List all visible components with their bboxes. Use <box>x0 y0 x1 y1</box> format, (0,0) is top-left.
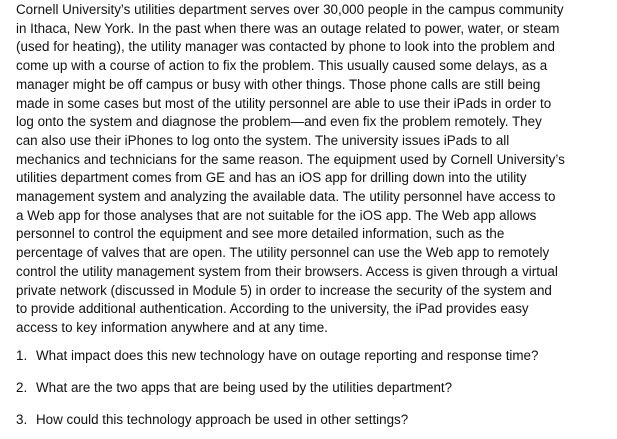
passage-line: to provide additional authentication. According to the university, the iPad provides easy <box>16 301 529 317</box>
passage-line: log onto the system and diagnose the problem—and even fix the problem remotely. They <box>16 114 542 130</box>
question-text: How could this technology approach be used in other settings? <box>36 412 409 427</box>
question-item <box>16 411 408 430</box>
question-number: 2. <box>16 380 28 395</box>
question-number: 3. <box>16 412 28 427</box>
passage-line: access to key information anywhere and at any time. <box>16 319 328 335</box>
passage-line: control the utility management system from their browsers. Access is given through a virtual <box>16 263 558 279</box>
passage-line: made in some cases but most of the utility personnel are able to use their iPads in order to <box>16 95 552 111</box>
passage-line: can also use their iPhones to log onto the system. The university issues iPads to all <box>16 132 510 148</box>
question-text: What impact does this new technology have on outage reporting and response time? <box>36 348 539 363</box>
question-item <box>16 379 452 398</box>
question-item <box>16 347 538 366</box>
passage-line: personnel to control the equipment and see more detailed information, such as the <box>16 226 505 242</box>
passage-line: in Ithaca, New York. In the past when there was an outage related to power, water, or steam <box>16 20 560 36</box>
passage-line: (used for heating), the utility manager was contacted by phone to look into the problem and <box>16 39 555 55</box>
passage-line: Cornell University’s utilities department serves over 30,000 people in the campus community <box>16 2 564 17</box>
passage-line: manager might be off campus or busy with other things. Those phone calls are still being <box>16 76 541 92</box>
passage-line: come up with a course of action to fix the problem. This usually caused some delays, as a <box>16 58 548 74</box>
passage-line: a Web app for those analyses that are not suitable for the iOS app. The Web app allows <box>16 207 537 223</box>
passage-line: management system and analyzing the available data. The utility personnel have access to <box>16 189 556 205</box>
question-text: What are the two apps that are being used by the utilities department? <box>36 380 453 395</box>
passage-line: utilities department comes from GE and has an iOS app for drilling down into the utility <box>16 170 527 186</box>
passage <box>16 1 616 338</box>
passage-line: private network (discussed in Module 5) in order to increase the security of the system and <box>16 282 552 298</box>
passage-line: percentage of valves that are open. The utility personnel can use the Web app to remotely <box>16 245 550 261</box>
question-number: 1. <box>16 348 28 363</box>
passage-line: mechanics and technicians for the same reason. The equipment used by Cornell University’s <box>16 151 565 167</box>
